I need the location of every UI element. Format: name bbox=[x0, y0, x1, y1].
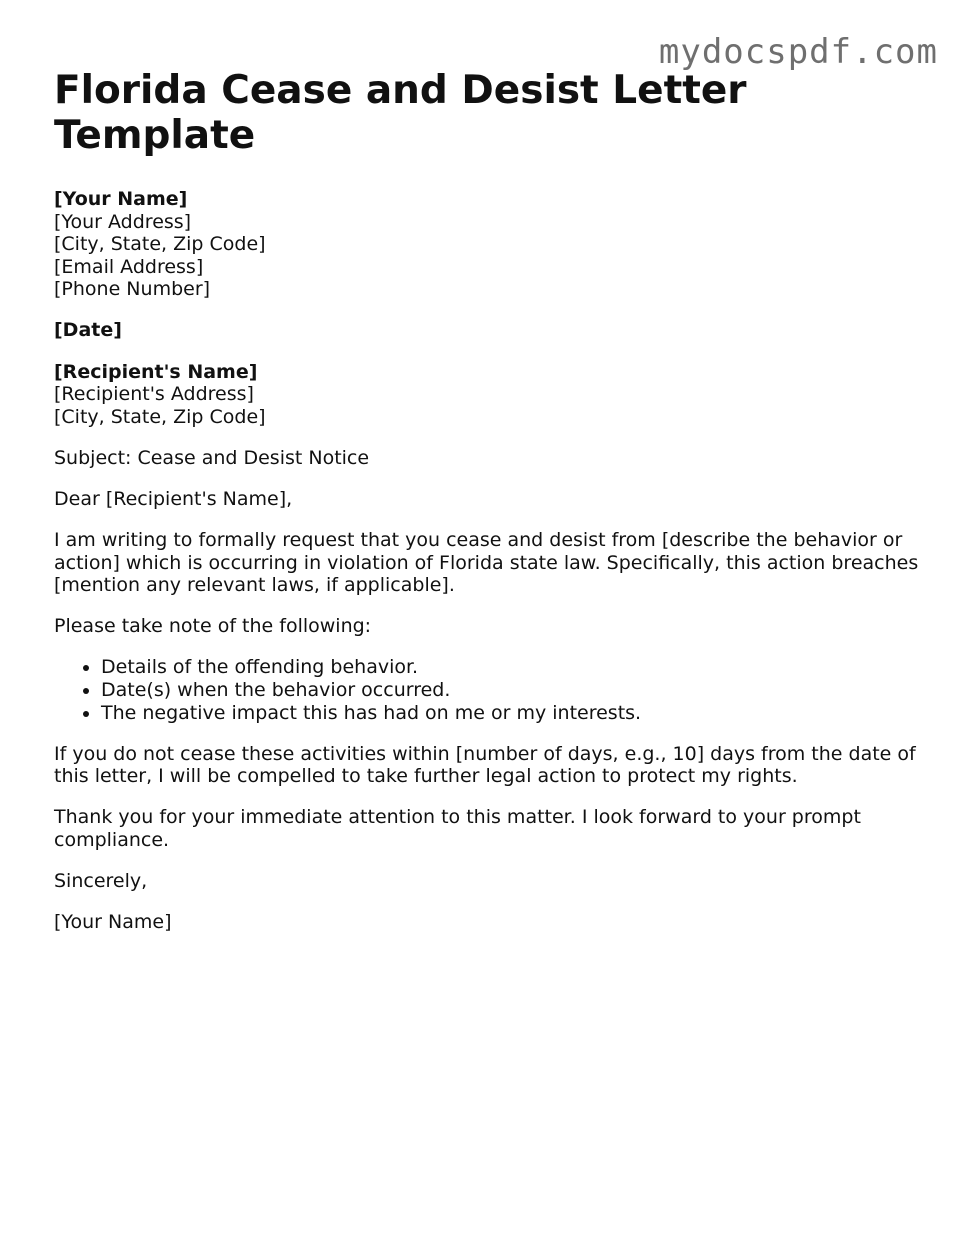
recipient-city-state-zip: [City, State, Zip Code] bbox=[54, 405, 266, 428]
body-paragraph-1: I am writing to formally request that you cease and desist from [describe the behavior or action] which is occurring in violation of Florida state law. Specifically, this action breaches [mention any relevant laws, if applicable]. bbox=[54, 529, 919, 597]
list-item: • Date(s) when the behavior occurred. bbox=[101, 679, 924, 702]
body-paragraph-2: If you do not cease these activities within [number of days, e.g., 10] days from the date of this letter, I will be compelled to take further legal action to protect my rights. bbox=[54, 742, 916, 788]
subject-line: Subject: Cease and Desist Notice bbox=[54, 446, 370, 469]
signature: [Your Name] bbox=[54, 911, 172, 934]
salutation: Dear [Recipient's Name], bbox=[54, 487, 293, 510]
watermark: mydocspdf.com bbox=[658, 32, 938, 72]
body-paragraph-3: Thank you for your immediate attention to this matter. I look forward to your prompt compliance. bbox=[54, 806, 861, 851]
sender-address: [Your Address] bbox=[54, 210, 192, 233]
list-item: • Details of the offending behavior. bbox=[101, 656, 924, 679]
sender-email: [Email Address] bbox=[54, 255, 204, 278]
recipient-block bbox=[54, 361, 924, 429]
list-item: • The negative impact this has had on me or my interests. bbox=[101, 702, 924, 725]
closing: Sincerely, bbox=[54, 870, 148, 893]
sender-phone: [Phone Number] bbox=[54, 278, 211, 301]
page-title: Florida Cease and Desist Letter Template bbox=[54, 68, 747, 158]
sender-block bbox=[54, 188, 924, 301]
list-intro: Please take note of the following: bbox=[54, 615, 372, 638]
letter-date: [Date] bbox=[54, 319, 122, 342]
recipient-address: [Recipient's Address] bbox=[54, 383, 254, 406]
letter-page bbox=[54, 68, 924, 952]
recipient-name: [Recipient's Name] bbox=[54, 360, 258, 383]
sender-name: [Your Name] bbox=[54, 188, 188, 210]
sender-city-state-zip: [City, State, Zip Code] bbox=[54, 233, 266, 256]
date-block bbox=[54, 319, 924, 342]
notice-list bbox=[54, 656, 924, 724]
